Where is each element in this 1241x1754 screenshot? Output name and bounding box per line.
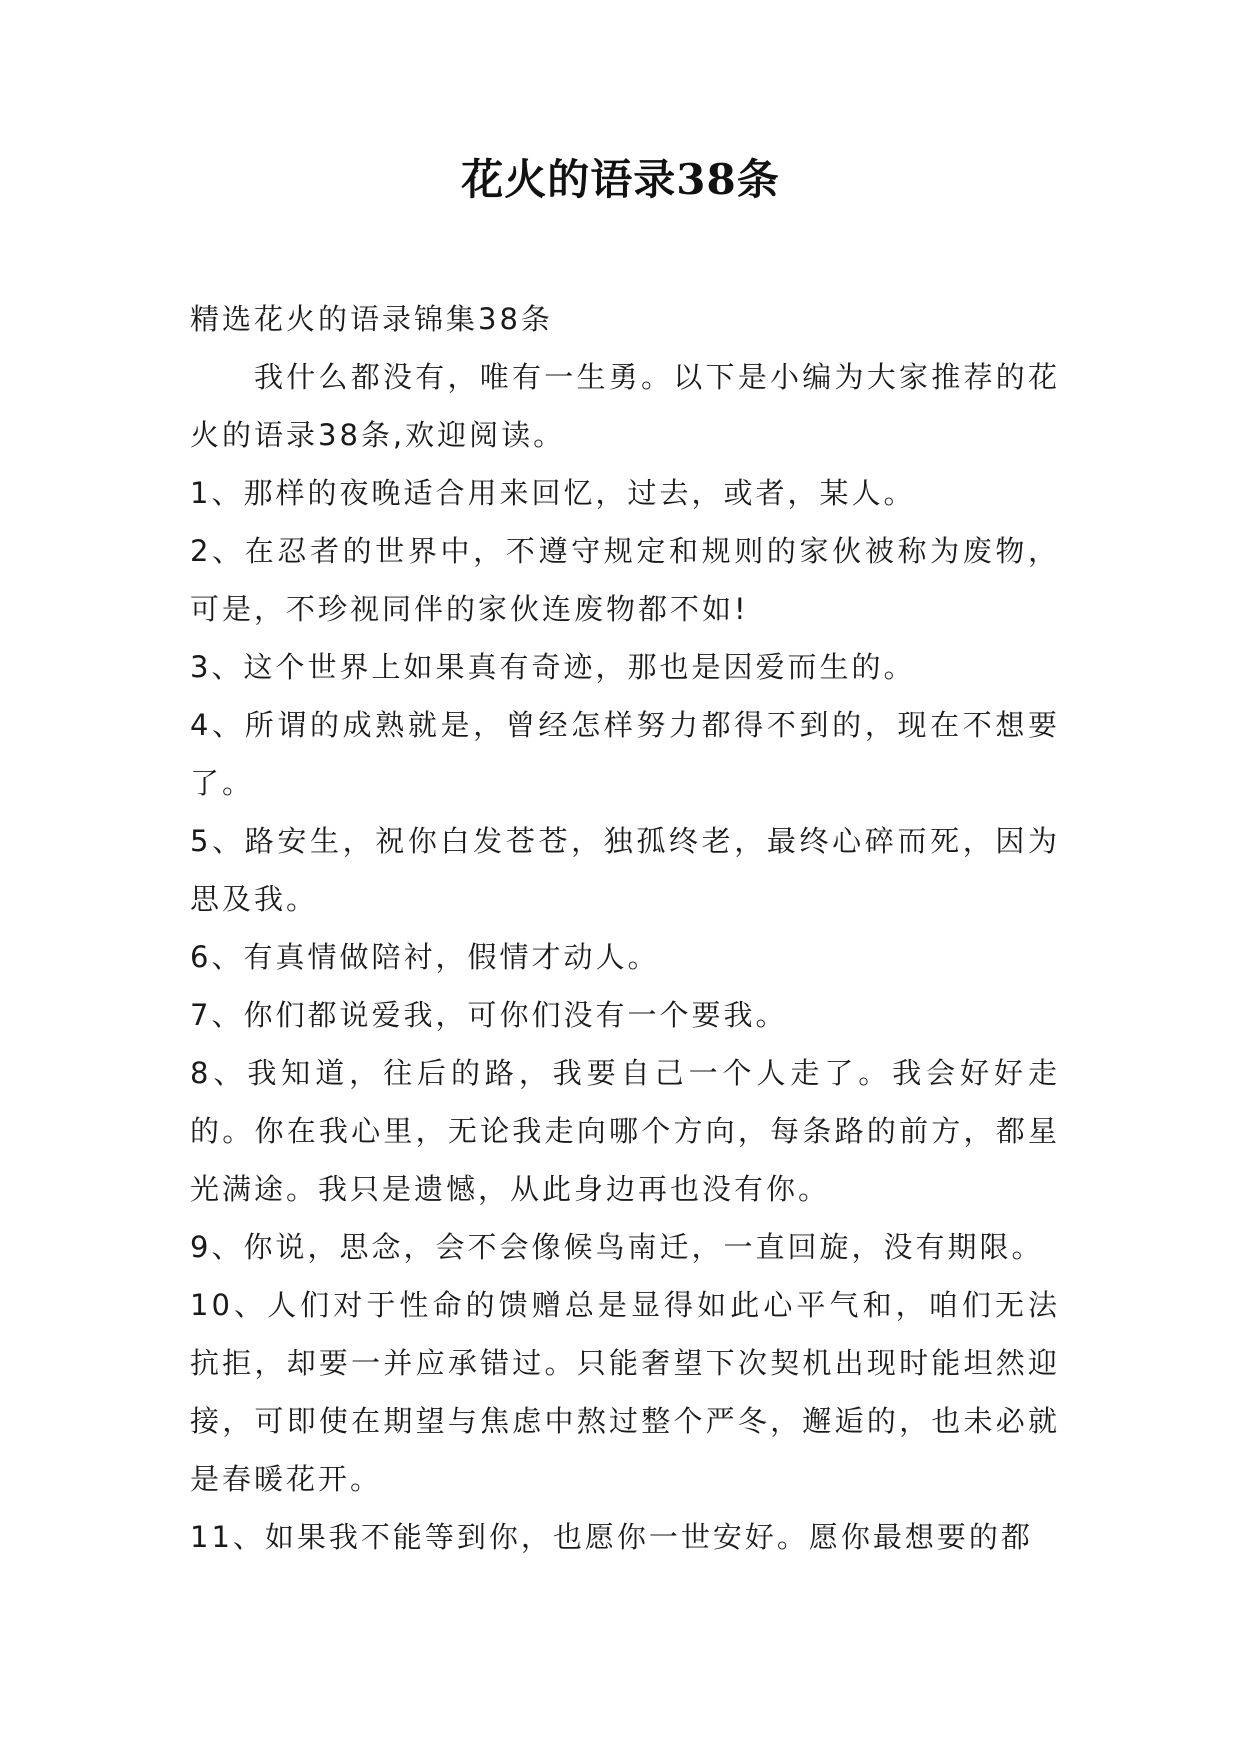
quote-item-4: 4、所谓的成熟就是，曾经怎样努力都得不到的，现在不想要了。 (190, 708, 1060, 800)
document-title: 花火的语录38条 (461, 155, 780, 204)
quote-item-10: 10、人们对于性命的馈赠总是显得如此心平气和，咱们无法抗拒，却要一并应承错过。只能奢望下次契机出现时能坦然迎接，可即使在期望与焦虑中熬过整个严冬，邂逅的，也未必就是春暖花开。 (190, 1288, 1060, 1496)
quote-item-11: 11、如果我不能等到你，也愿你一世安好。愿你最想要的都 (190, 1520, 1033, 1554)
quote-item-8: 8、我知道，往后的路，我要自己一个人走了。我会好好走的。你在我心里，无论我走向哪个方向，每条路的前方，都星光满途。我只是遗憾，从此身边再也没有你。 (190, 1056, 1060, 1206)
quote-item-9: 9、你说，思念，会不会像候鸟南迁，一直回旋，没有期限。 (190, 1230, 1044, 1264)
document-subtitle: 精选花火的语录锦集38条 (190, 302, 553, 336)
quote-item-6: 6、有真情做陪衬，假情才动人。 (190, 940, 660, 974)
quote-item-2: 2、在忍者的世界中，不遵守规定和规则的家伙被称为废物，可是，不珍视同伴的家伙连废物都不如! (190, 534, 1060, 626)
quote-item-7: 7、你们都说爱我，可你们没有一个要我。 (190, 998, 788, 1032)
document-body (190, 290, 1060, 1566)
quote-item-5: 5、路安生，祝你白发苍苍，独孤终老，最终心碎而死，因为思及我。 (190, 824, 1060, 916)
quote-item-1: 1、那样的夜晚适合用来回忆，过去，或者，某人。 (190, 476, 916, 510)
intro-paragraph: 我什么都没有，唯有一生勇。以下是小编为大家推荐的花火的语录38条,欢迎阅读。 (190, 360, 1060, 452)
quote-item-3: 3、这个世界上如果真有奇迹，那也是因爱而生的。 (190, 650, 916, 684)
